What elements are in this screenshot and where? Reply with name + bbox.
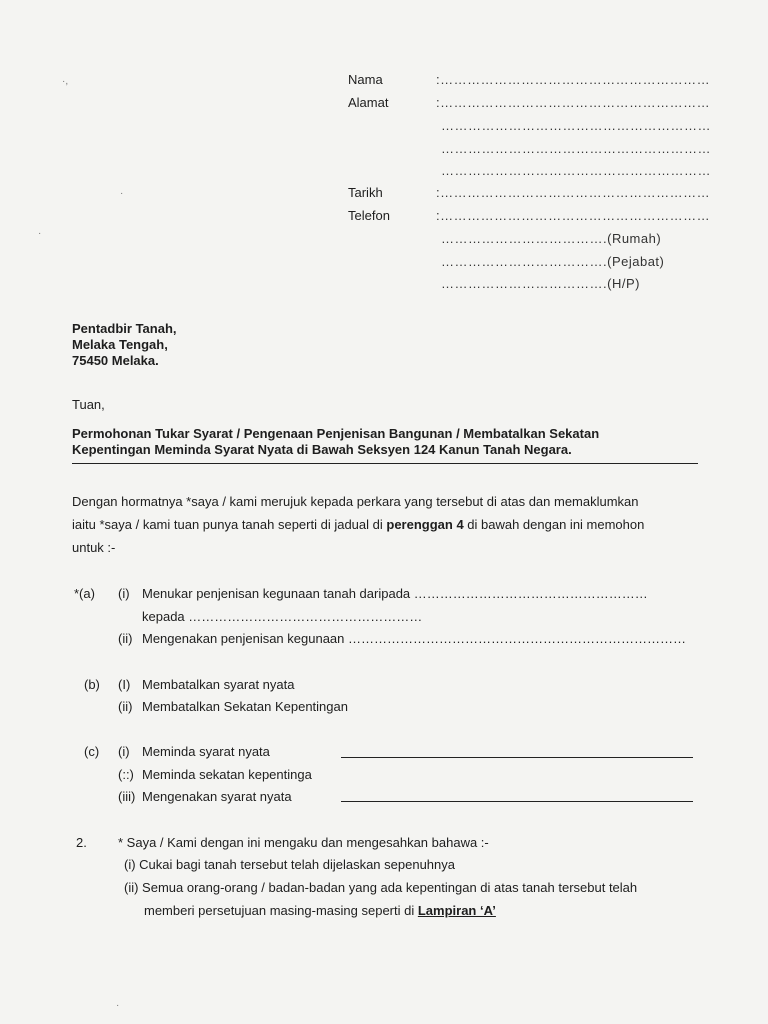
section-c-i-num: (i) — [118, 744, 130, 759]
scan-speck: ·, — [62, 76, 69, 87]
section-c-iii-answer-line — [341, 801, 693, 802]
alamat-field: :…………………………………………………… — [436, 95, 711, 110]
section-b-ii-text: Membatalkan Sekatan Kepentingan — [142, 699, 348, 714]
lampiran-a-reference: Lampiran ‘A’ — [417, 903, 496, 918]
phone-rumah: ……………………………….(Rumah) — [441, 231, 662, 246]
section-b-i-text: Membatalkan syarat nyata — [142, 677, 295, 692]
recipient-line-3: 75450 Melaka. — [72, 353, 159, 368]
tarikh-field: :…………………………………………………… — [436, 185, 711, 200]
telefon-field: :…………………………………………………… — [436, 208, 711, 223]
section-c-ii-num: (::) — [118, 767, 134, 782]
section-2-i-text: (i) Cukai bagi tanah tersebut telah dijelaskan sepenuhnya — [124, 857, 455, 872]
section-c-label: (c) — [84, 744, 100, 759]
recipient-line-1: Pentadbir Tanah, — [72, 321, 177, 336]
phone-hp: ……………………………….(H/P) — [441, 276, 640, 291]
section-2-ii-cont: memberi persetujuan masing-masing seperti di Lampiran ‘A’ — [144, 903, 496, 918]
section-c-i-answer-line — [341, 757, 693, 758]
section-c-iii-num: (iii) — [118, 789, 136, 804]
tarikh-label: Tarikh — [348, 185, 383, 200]
section-a-ii-text: Mengenakan penjenisan kegunaan …………………………………………………………………… — [142, 631, 687, 646]
intro-line-2: iaitu *saya / kami tuan punya tanah seperti di jadual di perenggan 4 di bawah dengan ini memohon — [72, 517, 645, 532]
section-a-i-text: Menukar penjenisan kegunaan tanah daripada ……………………………………………… — [142, 586, 648, 601]
nama-field: :…………………………………………………… — [436, 72, 711, 87]
phone-pejabat: ……………………………….(Pejabat) — [441, 254, 665, 269]
subject-rule — [72, 463, 698, 464]
section-2-text: * Saya / Kami dengan ini mengaku dan mengesahkan bahawa :- — [118, 835, 489, 850]
section-a-kepada: kepada ……………………………………………… — [142, 609, 423, 624]
intro-line-3: untuk :- — [72, 540, 116, 555]
section-a-ii-num: (ii) — [118, 631, 133, 646]
section-c-ii-text: Meminda sekatan kepentinga — [142, 767, 312, 782]
scan-speck: · — [38, 228, 42, 239]
section-2-ii-text: (ii) Semua orang-orang / badan-badan yang ada kepentingan di atas tanah tersebut telah — [124, 880, 638, 895]
nama-label: Nama — [348, 72, 383, 87]
alamat-line: …………………………………………………… — [441, 163, 711, 178]
scan-speck: · — [116, 1000, 120, 1011]
intro-line-1: Dengan hormatnya *saya / kami merujuk kepada perkara yang tersebut di atas dan memaklumkan — [72, 494, 639, 509]
section-a-label: *(a) — [74, 586, 95, 601]
section-b-ii-num: (ii) — [118, 699, 133, 714]
section-b-label: (b) — [84, 677, 100, 692]
section-2-num: 2. — [76, 835, 87, 850]
section-b-i-num: (I) — [118, 677, 131, 692]
section-c-iii-text: Mengenakan syarat nyata — [142, 789, 292, 804]
section-c-i-text: Meminda syarat nyata — [142, 744, 270, 759]
section-a-i-num: (i) — [118, 586, 130, 601]
subject-line-2: Kepentingan Meminda Syarat Nyata di Bawah Seksyen 124 Kanun Tanah Negara. — [72, 442, 572, 457]
recipient-line-2: Melaka Tengah, — [72, 337, 168, 352]
telefon-label: Telefon — [348, 208, 390, 223]
scan-speck: · — [120, 188, 124, 199]
subject-line-1: Permohonan Tukar Syarat / Pengenaan Penjenisan Bangunan / Membatalkan Sekatan — [72, 426, 600, 441]
alamat-line: …………………………………………………… — [441, 118, 711, 133]
alamat-label: Alamat — [348, 95, 389, 110]
salutation: Tuan, — [72, 397, 105, 412]
alamat-line: …………………………………………………… — [441, 141, 711, 156]
